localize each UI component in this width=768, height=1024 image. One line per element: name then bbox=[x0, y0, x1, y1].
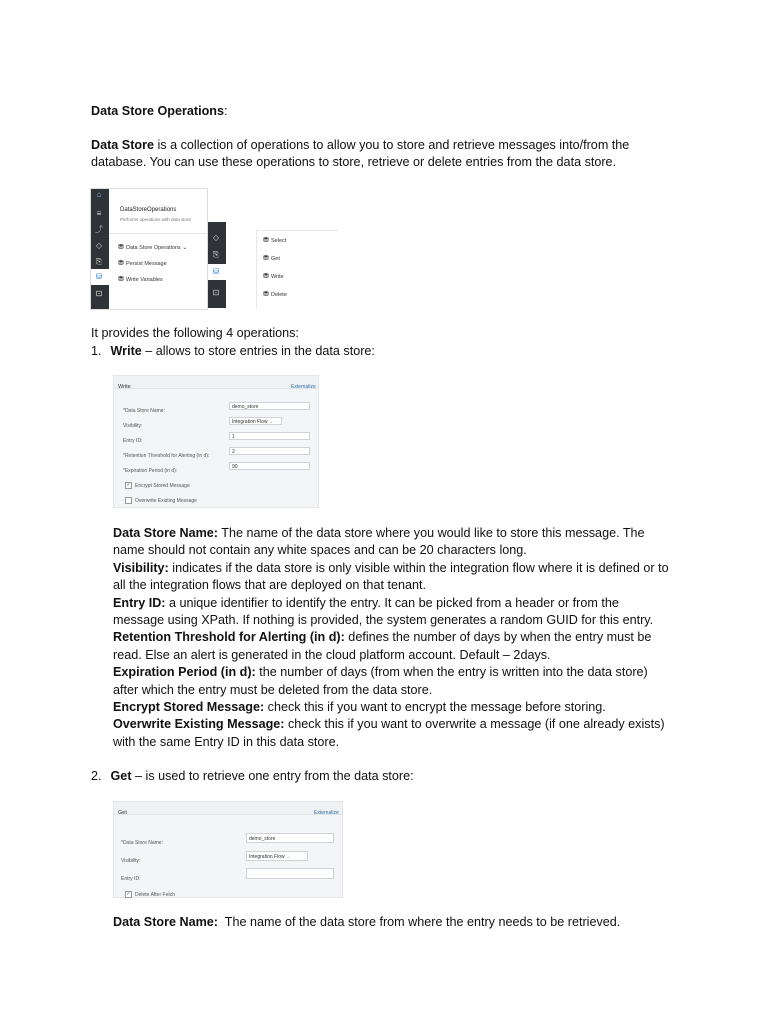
route-icon: ⤴ bbox=[95, 225, 103, 234]
field-label: *Retention Threshold for Alerting (in d): bbox=[123, 453, 210, 459]
checkbox-checked-icon[interactable]: ✓ bbox=[126, 891, 131, 898]
persistence-icon: ⛁ bbox=[212, 267, 220, 276]
list-icon: ≡ bbox=[96, 209, 102, 218]
cube-icon: ⛃ bbox=[263, 237, 269, 244]
security-icon: ⊡ bbox=[212, 288, 220, 297]
submenu-item-write[interactable]: ⛃ Write bbox=[263, 273, 284, 280]
gateway-icon: ◇ bbox=[95, 241, 103, 250]
submenu-item-select[interactable]: ⛃ Select bbox=[263, 237, 287, 244]
retention-threshold-input[interactable]: 2 bbox=[229, 447, 310, 455]
data-store-name-input[interactable]: demo_store bbox=[246, 833, 334, 843]
cube-icon: ⛃ bbox=[118, 244, 124, 251]
write-descriptions bbox=[113, 525, 673, 751]
visibility-select[interactable]: Integration Flow ⌄ bbox=[229, 417, 282, 425]
field-label: *Data Store Name: bbox=[123, 408, 165, 414]
desc-encrypt: Encrypt Stored Message: check this if you want to encrypt the message before storing. bbox=[113, 700, 606, 715]
submenu-rail bbox=[208, 222, 226, 308]
cube-icon: ⛃ bbox=[263, 273, 269, 280]
submenu-screenshot bbox=[208, 222, 338, 308]
form-header bbox=[114, 376, 318, 389]
cube-icon: ⛃ bbox=[263, 255, 269, 262]
overwrite-checkbox-row[interactable]: Overwrite Existing Message bbox=[125, 493, 197, 510]
get-descriptions bbox=[113, 914, 673, 931]
externalize-link[interactable]: Externalize bbox=[291, 384, 316, 390]
expiration-period-input[interactable]: 90 bbox=[229, 462, 310, 470]
transform-icon: ⎘ bbox=[212, 250, 220, 259]
field-label: Entry ID: bbox=[123, 438, 143, 444]
gateway-icon: ◇ bbox=[212, 233, 220, 242]
desc-data-store-name: Data Store Name: The name of the data store where you would like to store this message. The name should not contain any white spaces and can be 20 characters long. bbox=[113, 526, 645, 558]
form-header bbox=[114, 802, 342, 815]
checkbox-checked-icon[interactable]: ✓ bbox=[126, 482, 131, 489]
security-icon: ⊡ bbox=[95, 289, 103, 298]
submenu-item-get[interactable]: ⛃ Get bbox=[263, 255, 280, 262]
menu-item-write-variables[interactable]: ⛃ Write Variables bbox=[118, 276, 163, 283]
cube-icon: ⛃ bbox=[263, 291, 269, 298]
cube-icon: ⛃ bbox=[118, 260, 124, 267]
write-list-item: 1. Write – allows to store entries in the data store: bbox=[91, 344, 375, 358]
section-heading: Data Store Operations: bbox=[91, 104, 228, 118]
desc-expiration-period: Expiration Period (in d): the number of days (from when the entry is written into the data store) after which the entry must be deleted from the data store. bbox=[113, 665, 648, 697]
visibility-select[interactable]: Integration Flow ⌄ bbox=[246, 851, 308, 861]
panel-title: DataStoreOperations bbox=[120, 207, 177, 213]
panel-subtitle: Performs operations with data store bbox=[120, 217, 192, 222]
palette-rail bbox=[91, 189, 109, 309]
get-form-screenshot bbox=[113, 801, 343, 898]
entry-id-input[interactable]: 1 bbox=[229, 432, 310, 440]
write-form-screenshot bbox=[113, 375, 319, 508]
checkbox-unchecked-icon[interactable] bbox=[125, 497, 132, 504]
get-list-item: 2. Get – is used to retrieve one entry from the data store: bbox=[91, 769, 414, 783]
encrypt-checkbox-row[interactable]: ✓ Encrypt Stored Message bbox=[126, 482, 190, 489]
data-store-name-input[interactable]: demo_store bbox=[229, 402, 310, 410]
home-icon: ⌂ bbox=[96, 190, 102, 199]
desc-retention-threshold: Retention Threshold for Alerting (in d): defines the number of days by when the entry must be read. Else an alert is generated in the cloud platform account. Default – 2days. bbox=[113, 630, 652, 662]
palette-screenshot bbox=[90, 188, 208, 310]
field-label: Visibility: bbox=[123, 423, 143, 429]
menu-item-data-store-operations[interactable]: ⛃ Data Store Operations ⌄ bbox=[118, 244, 188, 251]
form-title: Get bbox=[118, 810, 127, 816]
desc-overwrite: Overwrite Existing Message: check this if you want to overwrite a message (if one already exists) with the same Entry ID in this data store. bbox=[113, 717, 665, 749]
menu-item-persist-message[interactable]: ⛃ Persist Message bbox=[118, 260, 167, 267]
entry-id-input[interactable] bbox=[246, 868, 334, 879]
form-title: Write bbox=[118, 384, 131, 390]
submenu-item-delete[interactable]: ⛃ Delete bbox=[263, 291, 287, 298]
desc-get-data-store-name: Data Store Name: The name of the data store from where the entry needs to be retrieved. bbox=[113, 915, 621, 929]
operations-intro: It provides the following 4 operations: bbox=[91, 326, 299, 340]
delete-after-fetch-row[interactable]: ✓ Delete After Fetch bbox=[126, 891, 176, 898]
persistence-icon: ⛁ bbox=[95, 272, 103, 281]
field-label: *Expiration Period (in d): bbox=[123, 468, 178, 474]
field-label: Visibility: bbox=[121, 858, 141, 864]
field-label: Entry ID: bbox=[121, 876, 141, 882]
field-label: *Data Store Name: bbox=[121, 840, 163, 846]
cube-icon: ⛃ bbox=[118, 276, 124, 283]
desc-visibility: Visibility: indicates if the data store is only visible within the integration flow where it is defined or to all the integration flows that are deployed on that tenant. bbox=[113, 560, 669, 593]
intro-paragraph: Data Store is a collection of operations to allow you to store and retrieve messages into/from the database. You can use these operations to store, retrieve or delete entries from the data store. bbox=[91, 138, 630, 170]
desc-entry-id: Entry ID: a unique identifier to identify the entry. It can be picked from a header or from the message using XPath. If nothing is provided, the system generates a random GUID for this entry. bbox=[113, 595, 654, 628]
transform-icon: ⎘ bbox=[95, 257, 103, 266]
externalize-link[interactable]: Externalize bbox=[314, 810, 339, 816]
